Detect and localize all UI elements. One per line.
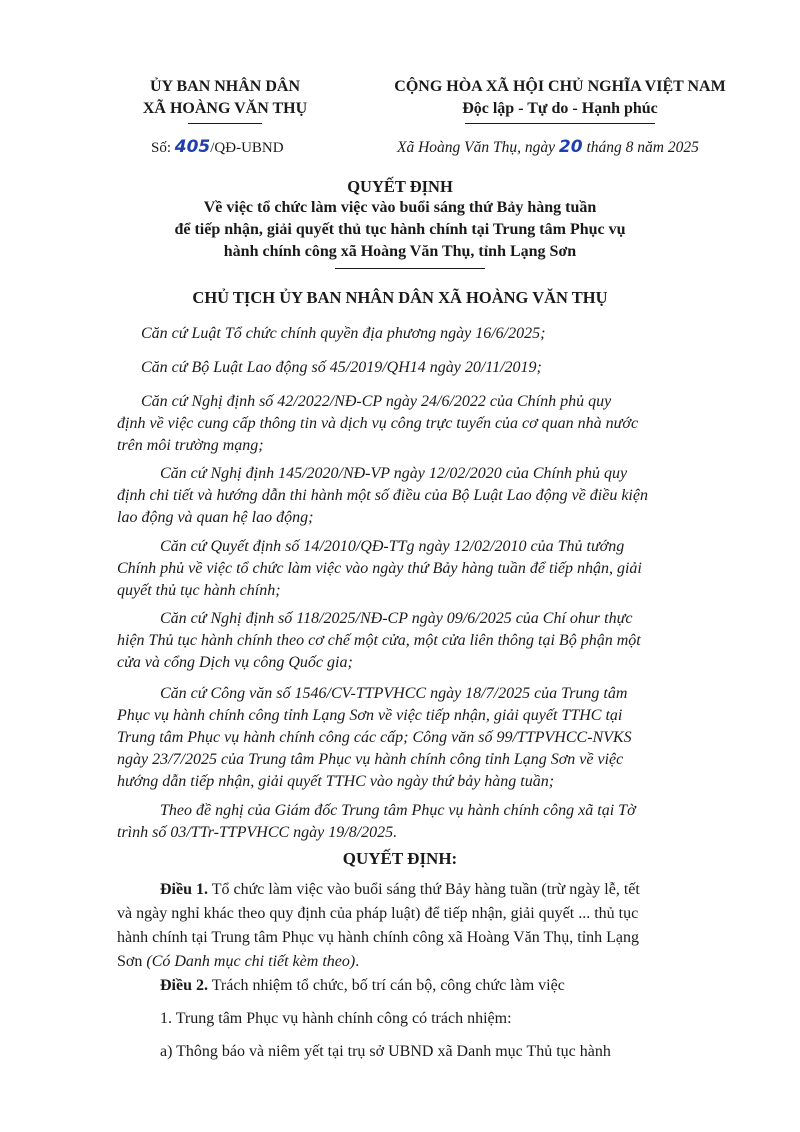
can-cu-4-line1: Căn cứ Nghị định 145/2020/NĐ-VP ngày 12/02/2020 của Chính phủ quy (160, 465, 628, 482)
article-2-text: Trách nhiệm tổ chức, bố trí cán bộ, công chức làm việc (208, 977, 565, 994)
can-cu-6 (117, 608, 737, 674)
article-2-item1a-text: a) Thông báo và niêm yết tại trụ sở UBND xã Danh mục Thủ tục hành (160, 1043, 611, 1060)
can-cu-3-line1: Căn cứ Nghị định số 42/2022/NĐ-CP ngày 24/6/2022 của Chính phủ quy (141, 393, 612, 410)
can-cu-4-line3: lao động và quan hệ lao động; (117, 509, 314, 526)
article-2 (117, 974, 747, 998)
can-cu-3-line2: định về việc cung cấp thông tin và dịch vụ công trực tuyến của cơ quan nhà nước (117, 415, 639, 432)
motto-underline (465, 123, 655, 124)
motto: Độc lập - Tự do - Hạnh phúc (462, 100, 658, 117)
can-cu-7-line2: Phục vụ hành chính công tỉnh Lạng Sơn về việc tiếp nhận, giải quyết TTHC tại (117, 707, 623, 724)
can-cu-4-line2: định chi tiết và hướng dẫn thi hành một số điều của Bộ Luật Lao động về điều kiện (117, 487, 648, 504)
issuer-line1: ỦY BAN NHÂN DÂN (149, 78, 301, 95)
can-cu-7-line3: Trung tâm Phục vụ hành chính công các cấp; Công văn số 99/TTPVHCC-NVKS (117, 729, 632, 746)
date-prefix: Xã Hoàng Văn Thụ, ngày (397, 139, 559, 156)
decision-heading: QUYẾT ĐỊNH: (342, 849, 458, 868)
theo-de-nghi (117, 800, 737, 844)
can-cu-7-line5: hướng dẫn tiếp nhận, giải quyết TTHC vào ngày thứ bảy hàng tuần; (117, 773, 555, 790)
can-cu-2-line1: Căn cứ Bộ Luật Lao động số 45/2019/QH14 ngày 20/11/2019; (141, 359, 542, 376)
article-2-item1 (117, 1007, 747, 1031)
can-cu-6-line2: hiện Thủ tục hành chính theo cơ chế một cửa, một cửa liên thông tại Bộ phận một (117, 632, 641, 649)
issuer-block (120, 76, 330, 120)
issuer-underline (188, 123, 262, 124)
article-1-text1: Tổ chức làm việc vào buổi sáng thứ Bảy hàng tuần (trừ ngày lễ, tết (208, 881, 640, 898)
can-cu-5-line2: Chính phủ về việc tổ chức làm việc vào ngày thứ Bảy hàng tuần để tiếp nhận, giải (117, 560, 642, 577)
can-cu-6-line1: Căn cứ Nghị định số 118/2025/NĐ-CP ngày 09/6/2025 của Chí ohur thực (160, 610, 633, 627)
article-1-label: Điều 1. (160, 881, 208, 898)
subtitle-line1: Về việc tổ chức làm việc vào buổi sáng thứ Bảy hàng tuần (203, 199, 597, 216)
so-handwritten: 405 (174, 137, 211, 157)
authority-heading: CHỦ TỊCH ỦY BAN NHÂN DÂN XÃ HOÀNG VĂN THỤ (192, 288, 608, 307)
can-cu-6-line3: cửa và cổng Dịch vụ công Quốc gia; (117, 654, 353, 671)
article-1-text4c: . (355, 953, 360, 970)
article-1-annex-note: (Có Danh mục chi tiết kèm theo) (146, 953, 356, 970)
article-2-line1 (117, 974, 747, 998)
date-suffix: tháng 8 năm 2025 (582, 139, 699, 156)
can-cu-4 (117, 463, 737, 529)
nation-name: CỘNG HÒA XÃ HỘI CHỦ NGHĨA VIỆT NAM (394, 78, 726, 95)
so-prefix: Số: (151, 140, 175, 156)
article-1-line3: hành chính tại Trung tâm Phục vụ hành chính công xã Hoàng Văn Thụ, tỉnh Lạng (117, 929, 640, 946)
document-number (151, 137, 284, 157)
issue-date (397, 137, 699, 157)
so-suffix: /QĐ-UBND (210, 140, 284, 156)
article-1-line2: và ngày nghỉ khác theo quy định của pháp luật) để tiếp nhận, giải quyết ... thủ tục (117, 905, 639, 922)
can-cu-5-line3: quyết thủ tục hành chính; (117, 582, 281, 599)
article-2-item1a (117, 1040, 747, 1064)
date-day-handwritten: 20 (558, 137, 583, 157)
can-cu-2 (117, 357, 737, 379)
can-cu-7 (117, 683, 737, 793)
issuer-line2: XÃ HOÀNG VĂN THỤ (142, 100, 308, 117)
can-cu-3-line3: trên môi trường mạng; (117, 437, 264, 454)
article-1 (117, 878, 747, 974)
can-cu-1-line1: Căn cứ Luật Tổ chức chính quyền địa phương ngày 16/6/2025; (141, 325, 546, 342)
article-1-text4a: Sơn (117, 953, 147, 970)
theo-de-nghi-line1: Theo đề nghị của Giám đốc Trung tâm Phục vụ hành chính công xã tại Tờ (160, 802, 636, 819)
article-2-item1-text: 1. Trung tâm Phục vụ hành chính công có trách nhiệm: (160, 1010, 512, 1027)
document-title: QUYẾT ĐỊNH (347, 177, 453, 196)
can-cu-3 (117, 391, 737, 457)
can-cu-5-line1: Căn cứ Quyết định số 14/2010/QĐ-TTg ngày 12/02/2010 của Thủ tướng (160, 538, 625, 555)
national-motto-block (345, 76, 775, 120)
article-1-line4 (117, 950, 747, 974)
subtitle-line2: để tiếp nhận, giải quyết thủ tục hành chính tại Trung tâm Phục vụ (174, 221, 626, 238)
theo-de-nghi-line2: trình số 03/TTr-TTPVHCC ngày 19/8/2025. (117, 824, 398, 841)
can-cu-1 (117, 323, 737, 345)
title-underline (335, 268, 485, 269)
subtitle-line3: hành chính công xã Hoàng Văn Thụ, tỉnh Lạng Sơn (223, 243, 577, 260)
article-1-line1 (117, 878, 747, 902)
can-cu-5 (117, 536, 737, 602)
article-2-label: Điều 2. (160, 977, 208, 994)
can-cu-7-line1: Căn cứ Công văn số 1546/CV-TTPVHCC ngày 18/7/2025 của Trung tâm (160, 685, 628, 702)
can-cu-7-line4: ngày 23/7/2025 của Trung tâm Phục vụ hành chính công tỉnh Lạng Sơn về việc (117, 751, 624, 768)
